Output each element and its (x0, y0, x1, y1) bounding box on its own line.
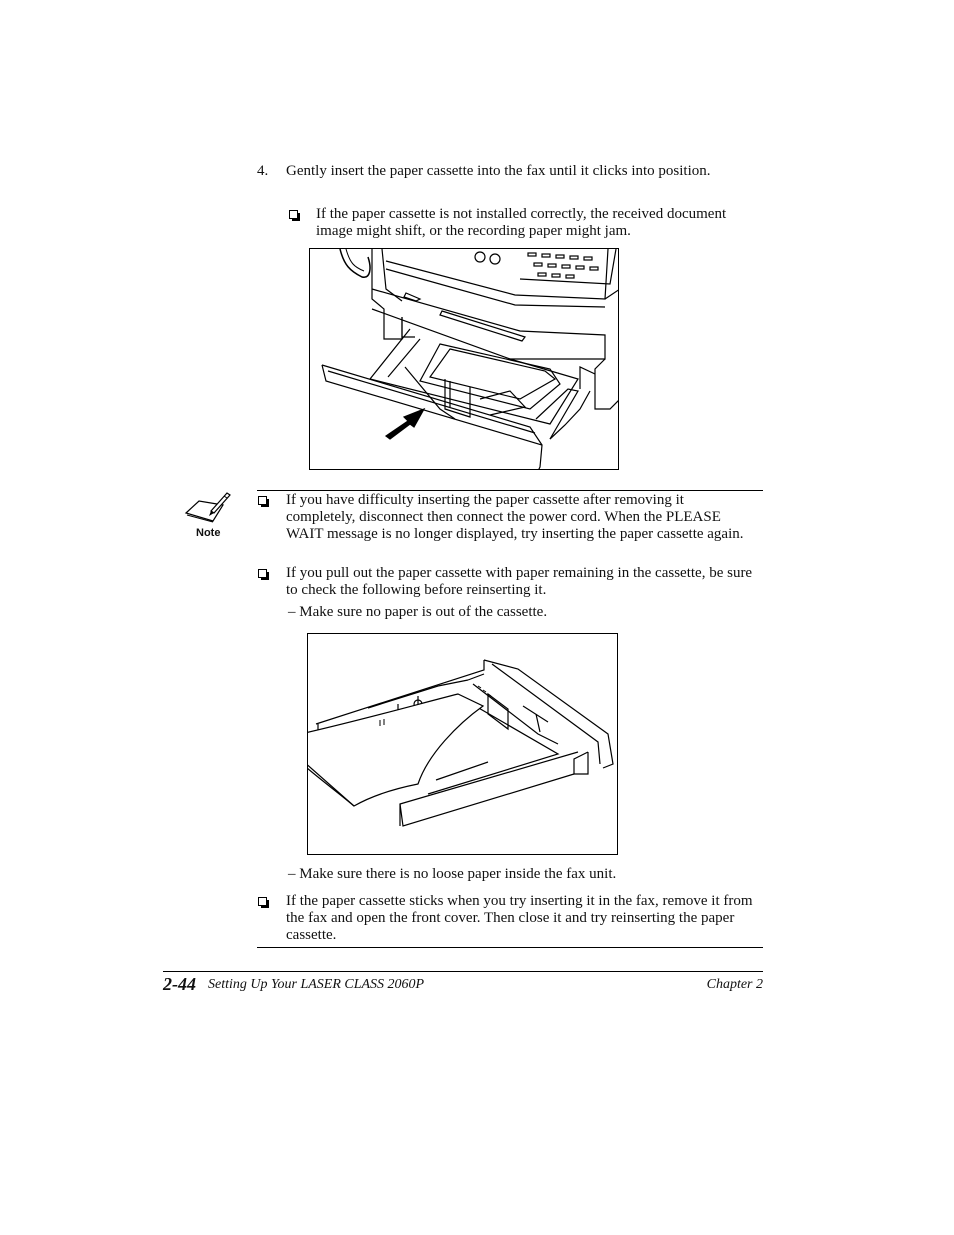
checkbox-bullet-icon (258, 496, 267, 505)
checkbox-bullet-icon (258, 569, 267, 578)
footer-rule (163, 971, 763, 972)
note-bottom-rule (257, 947, 763, 948)
fax-cassette-illustration (310, 249, 619, 470)
step-number: 4. (257, 163, 269, 179)
step-text: Gently insert the paper cassette into the fax until it clicks into position. (286, 163, 711, 179)
footer-title: Setting Up Your LASER CLASS 2060P (208, 977, 425, 992)
note-dash-item-1: – Make sure no paper is out of the cassette. (288, 604, 548, 620)
cassette-illustration (308, 634, 618, 855)
note-top-rule (257, 490, 763, 491)
note-pencil-icon (183, 491, 233, 531)
note-dash-item-2: – Make sure there is no loose paper inside the fax unit. (288, 866, 617, 882)
note-item-3: If the paper cassette sticks when you try inserting it in the fax, remove it from the fax and open the front cover. Then close it and try reinserting the paper cassette. (286, 893, 753, 943)
footer-chapter: Chapter 2 (706, 977, 763, 992)
checkbox-bullet-icon (258, 897, 267, 906)
step-bullet-text: If the paper cassette is not installed correctly, the received document image might shift, or the recording paper might jam. (316, 206, 727, 239)
page-number: 2-44 (163, 974, 196, 994)
figure-insert-cassette (309, 248, 619, 470)
figure-paper-out-cassette (307, 633, 618, 855)
note-item-1: If you have difficulty inserting the paper cassette after removing it completely, disconnect then connect the power cord. When the PLEASE WAIT message is no longer displayed, try inserting the paper cassette again. (286, 492, 744, 542)
note-item-2: If you pull out the paper cassette with paper remaining in the cassette, be sure to check the following before reinserting it. (286, 565, 753, 598)
note-label: Note (196, 527, 221, 539)
checkbox-bullet-icon (289, 210, 298, 219)
